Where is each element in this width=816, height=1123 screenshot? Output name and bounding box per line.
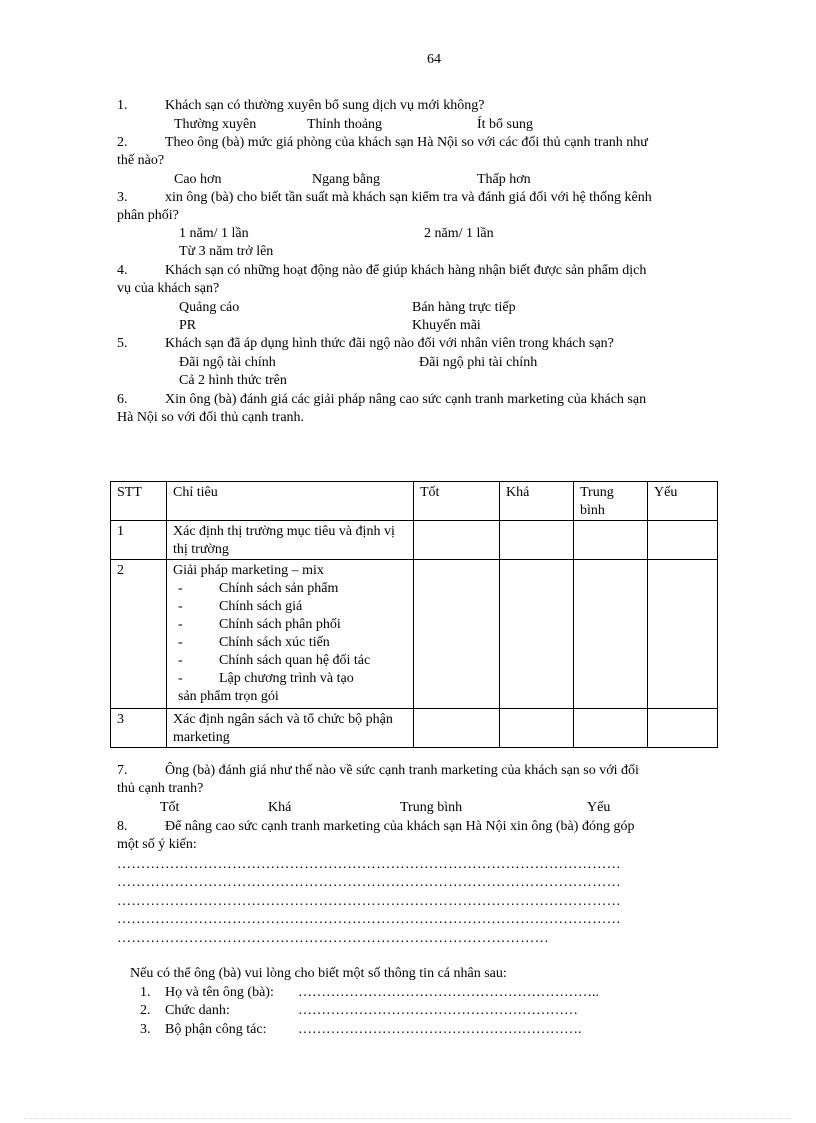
field-number: 3. [140, 1022, 151, 1037]
department-input[interactable]: ……………………………………………………. [298, 1022, 582, 1037]
q3-number: 3. [117, 190, 128, 205]
table-cell-stt: 1 [111, 521, 167, 560]
q2-option: Cao hơn [174, 172, 222, 187]
table-cell-criteria: Xác định ngân sách và tổ chức bộ phận marketing [167, 709, 414, 748]
rating-cell[interactable] [414, 709, 500, 748]
q2-option: Thấp hơn [477, 172, 531, 187]
q1-text: Khách sạn có thường xuyên bổ sung dịch vụ mới không? [165, 98, 485, 113]
table-header: STT [111, 482, 167, 521]
q3-option: 1 năm/ 1 lần [179, 226, 249, 241]
q6-text: Xin ông (bà) đánh giá các giải pháp nâng cao sức cạnh tranh marketing của khách sạn [165, 392, 647, 407]
rating-cell[interactable] [414, 521, 500, 560]
table-cell-stt: 2 [111, 560, 167, 709]
q5-number: 5. [117, 336, 128, 351]
q6-number: 6. [117, 392, 128, 407]
q4-option: PR [179, 318, 197, 333]
criteria-title: Giải pháp marketing – mix [173, 563, 324, 578]
q2-text: Theo ông (bà) mức giá phòng của khách sạn Hà Nội so với các đối thủ cạnh tranh như [165, 135, 648, 150]
table-cell-stt: 3 [111, 709, 167, 748]
q2-number: 2. [117, 135, 128, 150]
table-header: Yếu [648, 482, 718, 521]
q7-text: Ông (bà) đánh giá như thế nào về sức cạnh tranh marketing của khách sạn so với đối [165, 763, 639, 778]
bullet-item: - Chính sách quan hệ đối tác [178, 653, 371, 668]
q7-text: thủ cạnh tranh? [117, 781, 204, 796]
table-cell-criteria [167, 560, 414, 709]
rating-cell[interactable] [414, 560, 500, 709]
field-label-name: Họ và tên ông (bà): [165, 985, 274, 1000]
q2-text: thế nào? [117, 153, 165, 168]
q1-number: 1. [117, 98, 128, 113]
q4-option: Bán hàng trực tiếp [412, 300, 516, 315]
rating-cell[interactable] [574, 521, 648, 560]
rating-cell[interactable] [648, 560, 718, 709]
bullet-continuation: sản phẩm trọn gói [178, 689, 279, 704]
table-cell-criteria: Xác định thị trường mục tiêu và định vị thị trường [167, 521, 414, 560]
table-header: Chỉ tiêu [167, 482, 414, 521]
q6-text: Hà Nội so với đối thủ cạnh tranh. [117, 410, 305, 425]
rating-cell[interactable] [500, 560, 574, 709]
page-bottom-rule [24, 1118, 792, 1119]
q8-text: một số ý kiến: [117, 837, 197, 852]
q5-text: Khách sạn đã áp dụng hình thức đãi ngộ nào đối với nhân viên trong khách sạn? [165, 336, 614, 351]
q5-option: Đãi ngộ tài chính [179, 355, 276, 370]
table-header-row [111, 482, 718, 521]
q4-text: Khách sạn có những hoạt động nào để giúp khách hàng nhận biết được sản phẩm dịch [165, 263, 647, 278]
table-row [111, 560, 718, 709]
field-label-department: Bộ phận công tác: [165, 1022, 267, 1037]
q5-option: Cả 2 hình thức trên [179, 373, 287, 388]
q8-text: Để nâng cao sức cạnh tranh marketing của khách sạn Hà Nội xin ông (bà) đóng góp [165, 819, 635, 834]
q3-text: phân phối? [117, 208, 179, 223]
bullet-item: - Lập chương trình và tạo [178, 671, 354, 686]
opinion-line[interactable]: …………………………………………………………………………………………… [117, 875, 621, 890]
bullet-item: - Chính sách giá [178, 599, 303, 614]
table-header: Tốt [414, 482, 500, 521]
q1-option: Ít bổ sung [477, 117, 533, 132]
q3-option: Từ 3 năm trở lên [179, 244, 274, 259]
q7-option: Yếu [587, 800, 611, 815]
field-label-title: Chức danh: [165, 1003, 230, 1018]
rating-cell[interactable] [648, 521, 718, 560]
table-header: Trung bình [574, 482, 648, 521]
name-input[interactable]: ……………………………………………………….. [298, 985, 599, 1000]
q4-number: 4. [117, 263, 128, 278]
opinion-line[interactable]: …………………………………………………………………………………………… [117, 894, 621, 909]
q2-option: Ngang bằng [312, 172, 381, 187]
q5-option: Đãi ngộ phi tài chính [419, 355, 538, 370]
q4-text: vụ của khách sạn? [117, 281, 220, 296]
personal-info-intro: Nếu có thể ông (bà) vui lòng cho biết một số thông tin cá nhân sau: [130, 966, 507, 981]
bullet-item: - Chính sách sản phẩm [178, 581, 339, 596]
opinion-line[interactable]: ……………………………………………………………………………… [117, 931, 549, 946]
q8-number: 8. [117, 819, 128, 834]
bullet-item: - Chính sách xúc tiến [178, 635, 330, 650]
q7-number: 7. [117, 763, 128, 778]
q4-option: Quảng cáo [179, 300, 240, 315]
q4-option: Khuyến mãi [412, 318, 481, 333]
field-number: 2. [140, 1003, 151, 1018]
field-number: 1. [140, 985, 151, 1000]
evaluation-table [110, 481, 718, 748]
rating-cell[interactable] [648, 709, 718, 748]
table-row [111, 521, 718, 560]
page-number: 64 [427, 52, 441, 67]
q7-option: Khá [268, 800, 292, 815]
table-row [111, 709, 718, 748]
q1-option: Thường xuyên [174, 117, 257, 132]
q7-option: Tốt [160, 800, 180, 815]
rating-cell[interactable] [500, 521, 574, 560]
bullet-item: - Chính sách phân phối [178, 617, 341, 632]
opinion-line[interactable]: …………………………………………………………………………………………… [117, 912, 621, 927]
q3-text: xin ông (bà) cho biết tần suất mà khách sạn kiểm tra và đánh giá đối với hệ thống kênh [165, 190, 652, 205]
rating-cell[interactable] [574, 560, 648, 709]
opinion-line[interactable]: …………………………………………………………………………………………… [117, 857, 621, 872]
title-input[interactable]: …………………………………………………… [298, 1003, 578, 1018]
table-header: Khá [500, 482, 574, 521]
q1-option: Thỉnh thoảng [307, 117, 383, 132]
q3-option: 2 năm/ 1 lần [424, 226, 494, 241]
q7-option: Trung bình [400, 800, 463, 815]
rating-cell[interactable] [574, 709, 648, 748]
rating-cell[interactable] [500, 709, 574, 748]
